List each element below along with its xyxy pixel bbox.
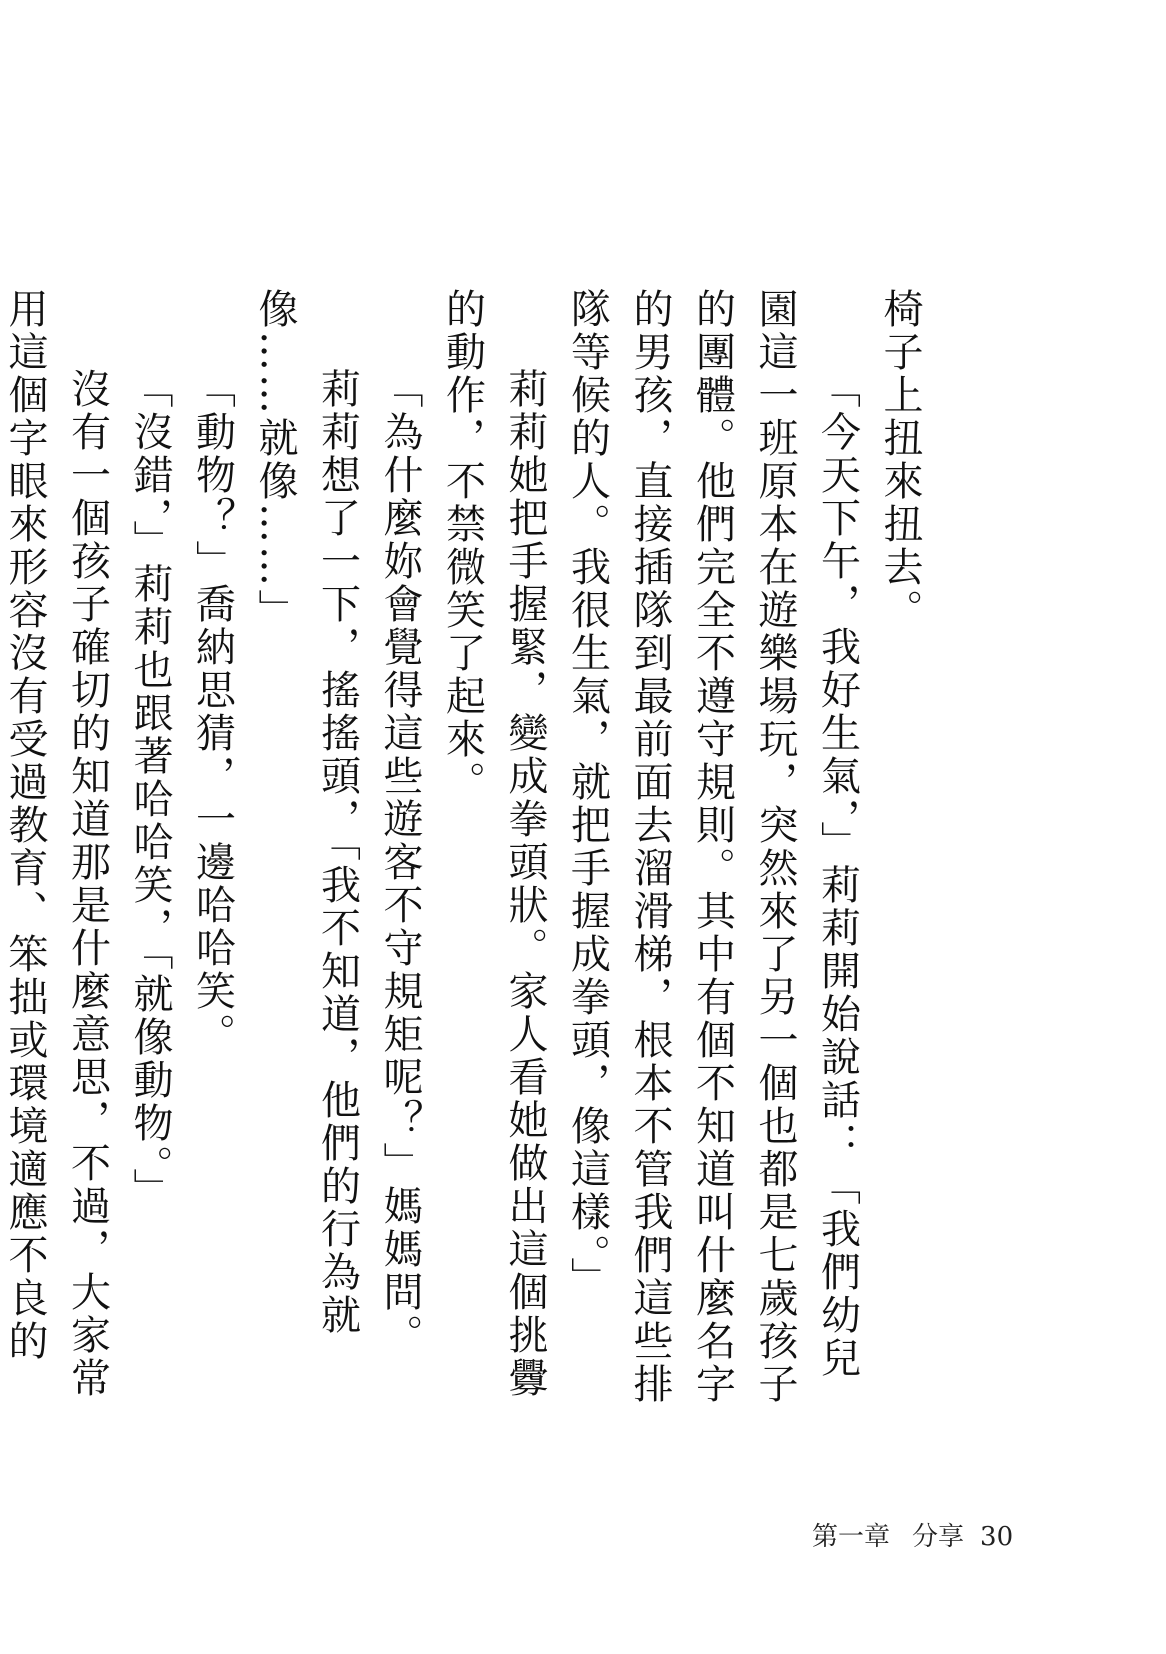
paragraph-8: 沒有一個孩子確切的知道那是什麼意思，不過，大家常用這個字眼來形容沒有受過教育、笨拙或環境適應不良的: [2, 288, 111, 1400]
paragraph-4: 「為什麼妳會覺得這些遊客不守規矩呢？」媽媽問。: [377, 368, 423, 1357]
paragraph-6: 「動物？」喬納思猜，一邊哈哈笑。: [189, 368, 236, 1056]
section-label: 分享: [912, 1522, 965, 1552]
paragraph-7: 「沒錯，」莉莉也跟著哈哈笑，「就像動物。」: [127, 368, 173, 1211]
paragraph-5: 莉莉想了一下，搖搖頭，「我不知道，他們的行為就像……就像……」: [252, 288, 361, 1337]
paragraph-1: 椅子上扭來扭去。: [877, 288, 923, 632]
page-footer: [812, 1522, 1013, 1552]
paragraph-2: 「今天下午，我好生氣，」莉莉開始說話：「我們幼兒園這一班原本在遊樂場玩，突然來了另一個也都是七歲孩子的團體。他們完全不遵守規則。其中有個不知道叫什麼名字的男孩，直接插隊到最前面去溜滑梯，根本不管我們這些排隊等候的人。我很生氣，就把手握成拳頭，像這樣。」: [564, 288, 861, 1406]
paragraph-3: 莉莉她把手握緊，變成拳頭狀。家人看她做出這個挑釁的動作，不禁微笑了起來。: [439, 288, 548, 1400]
page-number: 30: [980, 1522, 1014, 1552]
body-text: [0, 288, 931, 1408]
chapter-label: 第一章: [812, 1522, 891, 1552]
